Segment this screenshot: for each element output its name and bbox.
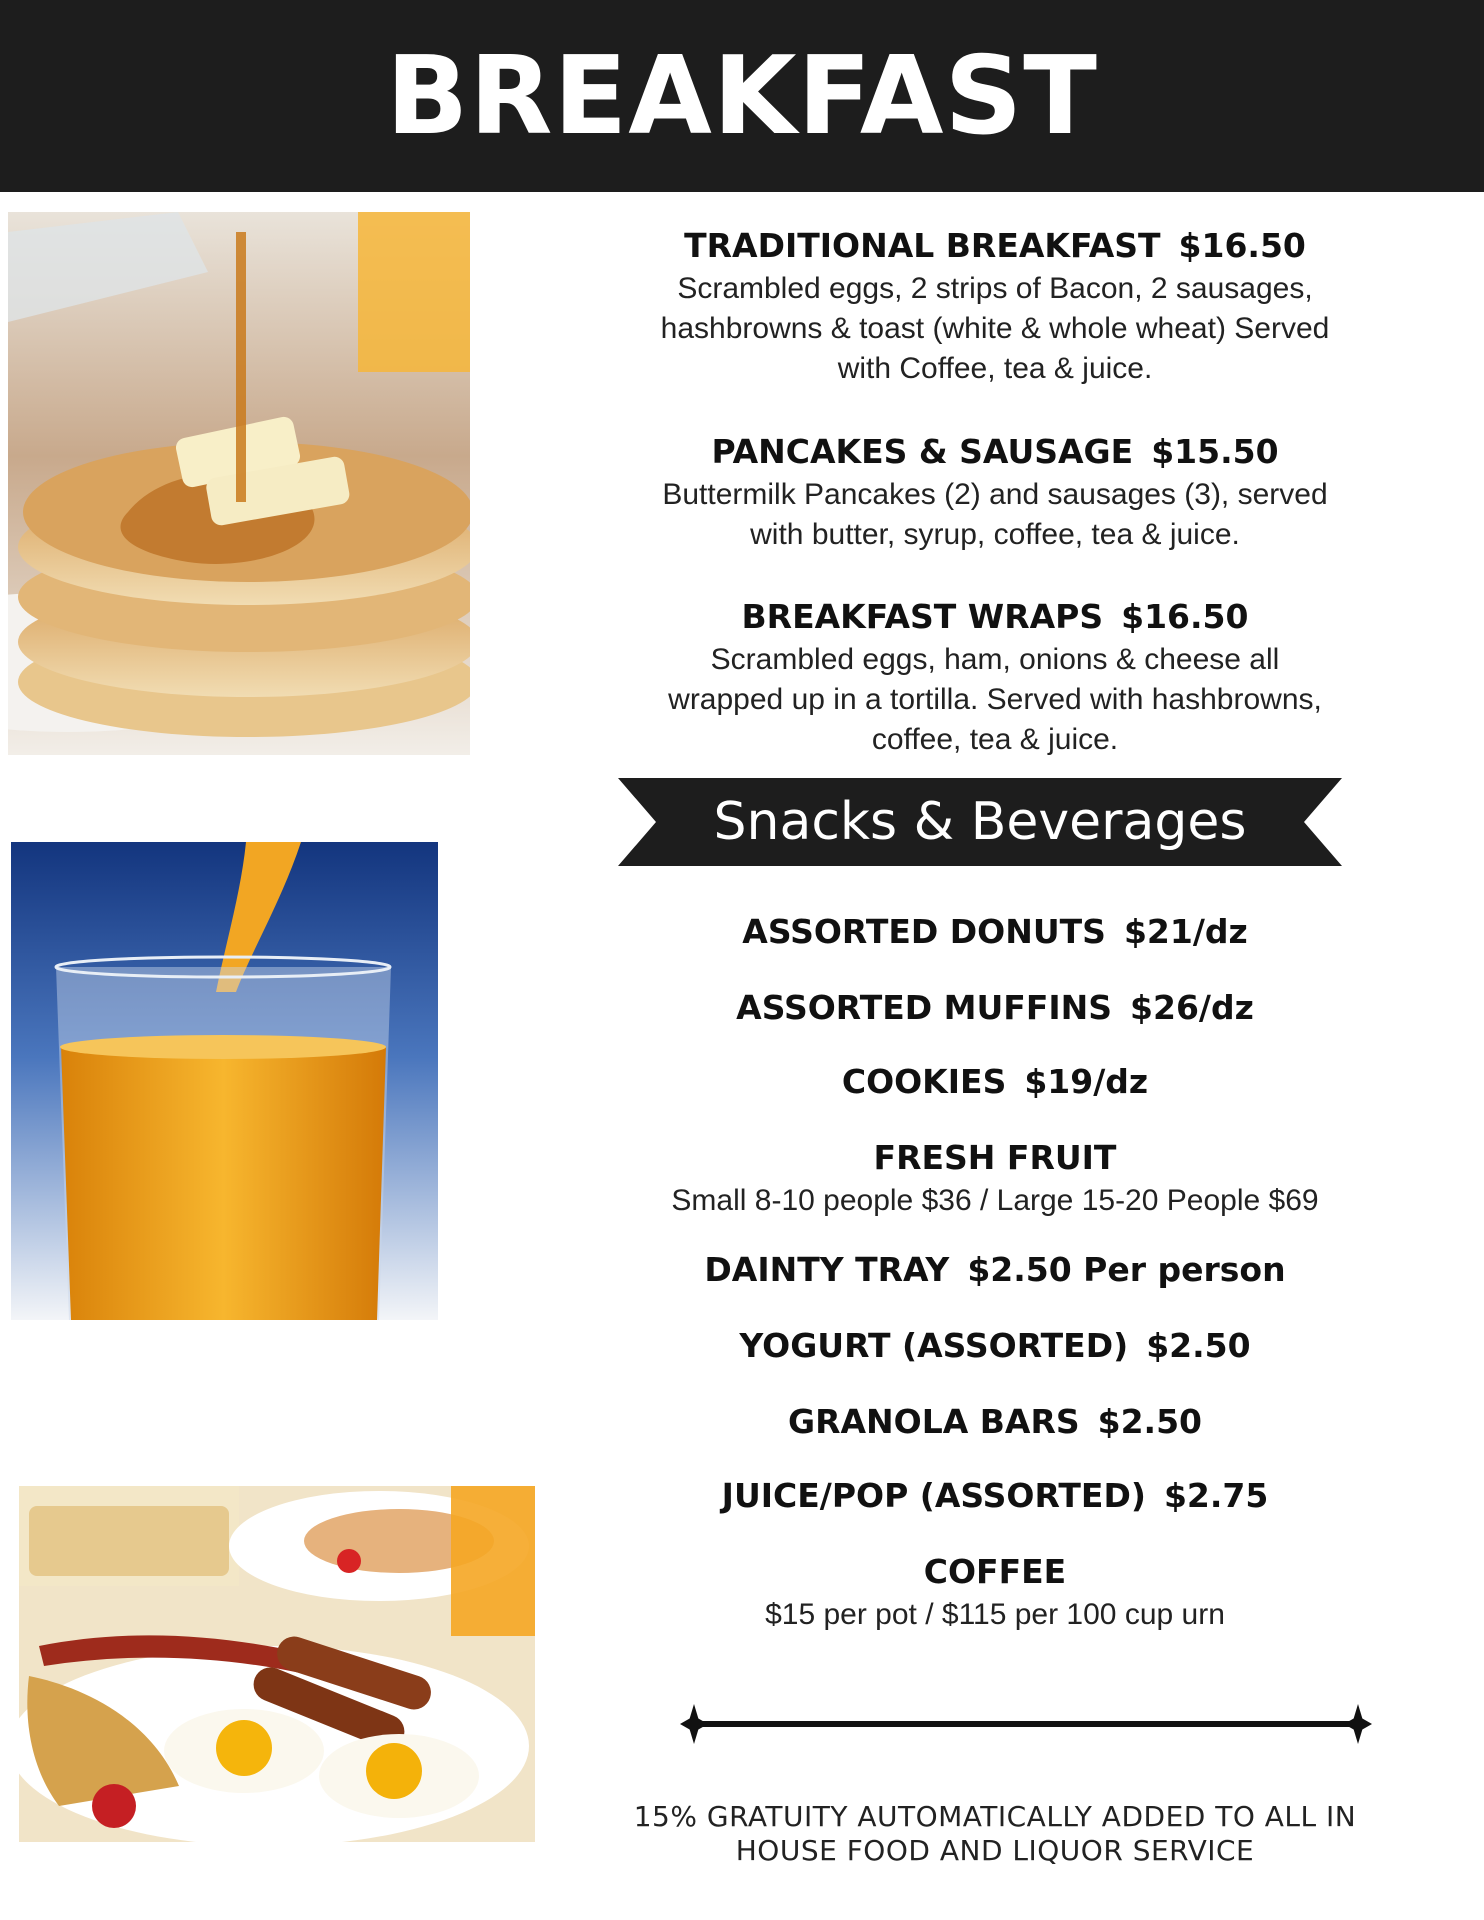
item-description: $15 per pot / $115 per 100 cup urn <box>765 1598 1225 1631</box>
item-description: Buttermilk Pancakes (2) and sausages (3), served with butter, syrup, coffee, tea & juice. <box>662 478 1328 551</box>
item-price: $2.50 Per person <box>967 1250 1286 1289</box>
snack-item <box>600 1402 1390 1441</box>
snacks-banner <box>618 778 1342 866</box>
item-price: $2.75 <box>1163 1476 1269 1515</box>
snack-item <box>600 1552 1390 1635</box>
pancakes-photo <box>8 212 470 755</box>
header-bar <box>0 0 1484 192</box>
item-description: Scrambled eggs, ham, onions & cheese all wrapped up in a tortilla. Served with hashbrowns, coffee, tea & juice. <box>668 643 1322 756</box>
snack-item-title <box>600 912 1390 951</box>
item-name: ASSORTED MUFFINS <box>736 988 1113 1027</box>
snack-item <box>600 1326 1390 1365</box>
snacks-banner-title: Snacks & Beverages <box>713 792 1247 852</box>
item-price: $21/dz <box>1123 912 1248 951</box>
item-name: PANCAKES & SAUSAGE <box>711 432 1134 471</box>
item-name: BREAKFAST WRAPS <box>741 597 1104 636</box>
snack-item-title <box>600 988 1390 1027</box>
snack-item-title <box>600 1402 1390 1441</box>
item-price: $16.50 <box>1178 226 1306 265</box>
breakfast-item-title <box>600 597 1390 636</box>
item-price: $26/dz <box>1130 988 1254 1027</box>
item-name: JUICE/POP (ASSORTED) <box>721 1476 1146 1515</box>
snack-item <box>600 1250 1390 1289</box>
snack-item <box>600 988 1390 1027</box>
breakfast-item-title <box>600 432 1390 471</box>
snack-item-title <box>600 1250 1390 1289</box>
item-name: COOKIES <box>841 1062 1007 1101</box>
snack-item <box>600 1476 1390 1515</box>
breakfast-plate-photo <box>19 1486 535 1842</box>
orange-juice-photo <box>11 842 438 1320</box>
page-title: BREAKFAST <box>386 33 1098 159</box>
item-name: ASSORTED DONUTS <box>742 912 1106 951</box>
item-name: COFFEE <box>923 1552 1067 1591</box>
item-name: YOGURT (ASSORTED) <box>739 1326 1129 1365</box>
snack-item <box>600 1138 1390 1221</box>
snack-item <box>600 912 1390 951</box>
breakfast-item <box>600 597 1390 760</box>
item-price: $2.50 <box>1146 1326 1251 1365</box>
gratuity-note: 15% GRATUITY AUTOMATICALLY ADDED TO ALL IN HOUSE FOOD AND LIQUOR SERVICE <box>633 1800 1357 1867</box>
breakfast-item <box>600 432 1390 555</box>
snack-item-title <box>600 1062 1390 1101</box>
snack-item-title <box>600 1476 1390 1515</box>
snack-item-title <box>600 1326 1390 1365</box>
snack-item <box>600 1062 1390 1101</box>
snack-item-title <box>600 1138 1390 1177</box>
item-price: $19/dz <box>1024 1062 1149 1101</box>
snack-item-title <box>600 1552 1390 1591</box>
breakfast-item <box>600 226 1390 389</box>
item-description: Scrambled eggs, 2 strips of Bacon, 2 sausages, hashbrowns & toast (white & whole wheat) Served with Coffee, tea & juice. <box>660 272 1330 385</box>
breakfast-item-title <box>600 226 1390 265</box>
item-name: DAINTY TRAY <box>704 1250 950 1289</box>
decorative-divider <box>676 1696 1376 1752</box>
item-name: GRANOLA BARS <box>787 1402 1080 1441</box>
item-description: Small 8-10 people $36 / Large 15-20 People $69 <box>671 1184 1319 1217</box>
item-price: $15.50 <box>1151 432 1279 471</box>
item-name: TRADITIONAL BREAKFAST <box>684 226 1161 265</box>
item-price: $2.50 <box>1097 1402 1203 1441</box>
item-name: FRESH FRUIT <box>873 1138 1117 1177</box>
item-price: $16.50 <box>1121 597 1249 636</box>
